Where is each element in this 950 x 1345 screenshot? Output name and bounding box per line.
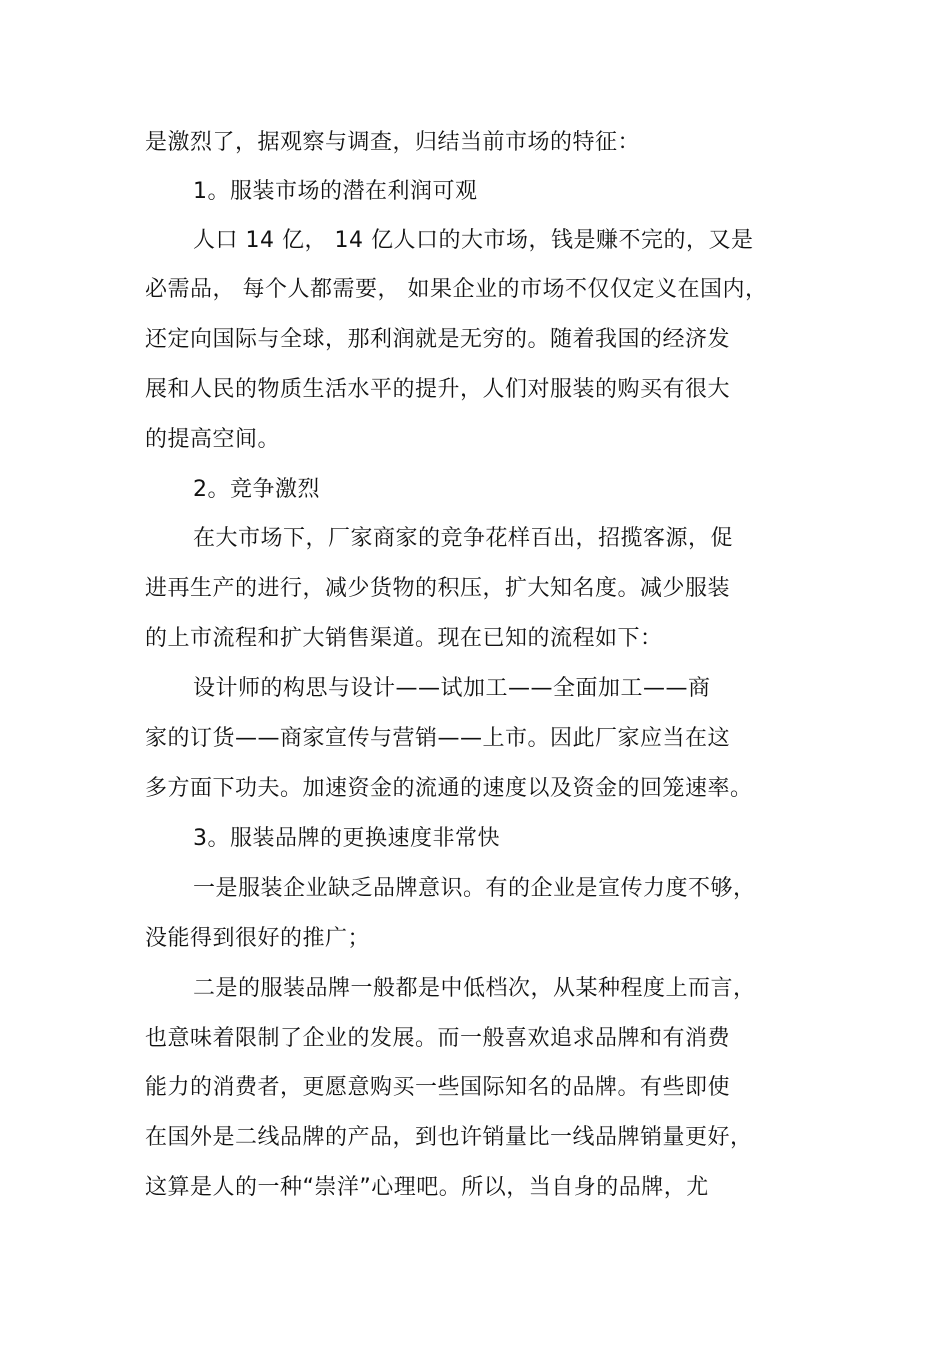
text-line-7: 的提高空间。 bbox=[145, 427, 281, 452]
text-line-19: 也意味着限制了企业的发展。而一般喜欢追求品牌和有消费 bbox=[145, 1026, 731, 1051]
text-line-20: 能力的消费者，更愿意购买一些国际知名的品牌。有些即使 bbox=[145, 1075, 731, 1100]
text-line-14: 多方面下功夫。加速资金的流通的速度以及资金的回笼速率。 bbox=[145, 776, 753, 801]
section-heading-3: 3。服装品牌的更换速度非常快 bbox=[193, 826, 500, 851]
text-line-11: 的上市流程和扩大销售渠道。现在已知的流程如下： bbox=[145, 626, 663, 651]
text-line-10: 进再生产的进行，减少货物的积压，扩大知名度。减少服装 bbox=[145, 576, 731, 601]
text-line-22: 这算是人的一种“崇洋”心理吧。所以，当自身的品牌，尤 bbox=[145, 1175, 709, 1200]
text-line-18: 二是的服装品牌一般都是中低档次，从某种程度上而言， bbox=[193, 976, 756, 1001]
text-line-9: 在大市场下，厂家商家的竞争花样百出，招揽客源，促 bbox=[193, 526, 734, 551]
text-line-21: 在国外是二线品牌的产品，到也许销量比一线品牌销量更好， bbox=[145, 1125, 753, 1150]
text-line-6: 展和人民的物质生活水平的提升，人们对服装的购买有很大 bbox=[145, 377, 731, 402]
text-line-17: 没能得到很好的推广； bbox=[145, 926, 371, 951]
section-heading-1: 1。服装市场的潜在利润可观 bbox=[193, 179, 478, 204]
text-line-12: 设计师的构思与设计——试加工——全面加工——商 bbox=[193, 676, 711, 701]
text-line-5: 还定向国际与全球，那利润就是无穷的。随着我国的经济发 bbox=[145, 327, 731, 352]
text-line-4: 必需品， 每个人都需要， 如果企业的市场不仅仅定义在国内， bbox=[145, 277, 768, 302]
text-line-16: 一是服装企业缺乏品牌意识。有的企业是宣传力度不够， bbox=[193, 876, 756, 901]
text-line-13: 家的订货——商家宣传与营销——上市。因此厂家应当在这 bbox=[145, 726, 731, 751]
text-line-1: 是激烈了，据观察与调查，归结当前市场的特征： bbox=[145, 130, 641, 155]
section-heading-2: 2。竞争激烈 bbox=[193, 477, 320, 502]
text-line-3: 人口 14 亿， 14 亿人口的大市场，钱是赚不完的，又是 bbox=[193, 228, 754, 253]
